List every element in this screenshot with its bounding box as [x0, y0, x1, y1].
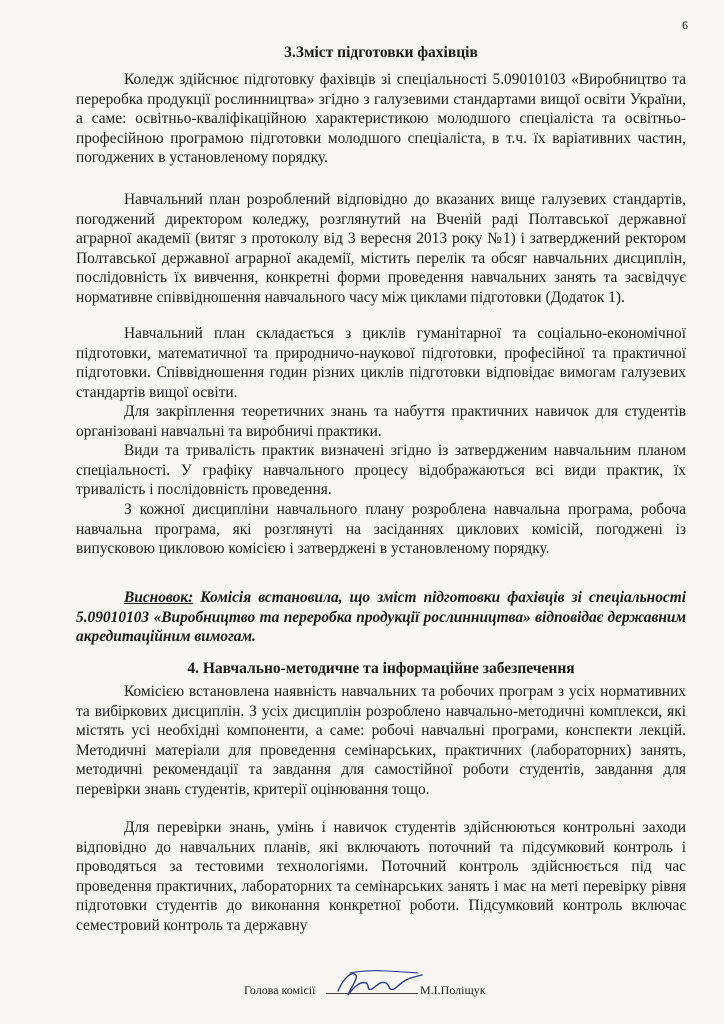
section-3-paragraph-6: З кожної дисципліни навчального плану розроблена навчальна програма, робоча навчальна програма, які розглянуті на засіданнях циклових комісій, погоджені із випусковою цикловою комісією і затверджені в установленому порядку. — [76, 501, 686, 558]
section-4-paragraph-1: Комісією встановлена наявність навчальних та робочих програм з усіх нормативних та вибіркових дисциплін. З усіх дисциплін розроблено навчально-методичні комплекси, які містять усі необхідні компоненти, а саме: робочі навчальні програми, конспекти лекцій. Методичні матеріали для проведення семінарських, практичних (лабораторних) занять, методичні рекомендації та завдання для самостійної роботи студентів, завдання для перевірки знань студентів, критерії оцінювання тощо. — [76, 683, 686, 798]
commission-head-label: Голова комісії — [244, 983, 316, 997]
section-3-paragraph-5: Види та тривалість практик визначені згідно із затвердженим навчальним планом спеціальності. У графіку навчального процесу відображаються всі види практик, їх тривалість і послідовність проведення. — [76, 442, 686, 499]
commission-head-name: М.І.Поліщук — [420, 983, 486, 997]
section-3-paragraph-1: Коледж здійснює підготовку фахівців зі спеціальності 5.09010103 «Виробництво та переробка продукції рослинництва» згідно з галузевими стандартами вищої освіти України, а саме: освітньо-кваліфікаційною характеристикою молодшого спеціаліста та освітньо-професійною програмою підготовки молодшого спеціаліста, в т.ч. їх варіативних частин, погоджених в установленому порядку. — [76, 71, 686, 167]
conclusion-text: Комісія встановила, що зміст підготовки фахівців зі спеціальності 5.09010103 «Виробництво та переробка продукції рослинництва» відповідає державним акредитаційним вимогам. — [76, 589, 686, 646]
section-3-paragraph-4: Для закріплення теоретичних знань та набуття практичних навичок для студентів організовані навчальні та виробничі практики. — [76, 403, 686, 440]
section-3-heading: 3.Зміст підготовки фахівців — [284, 44, 478, 61]
section-4-heading: 4. Навчально-методичне та інформаційне забезпечення — [187, 660, 575, 677]
section-3-paragraph-3: Навчальний план складається з циклів гуманітарної та соціально-економічної підготовки, математичної та природничо-наукової підготовки, професійної та практичної підготовки. Співвідношення годин різних циклів підготовки відповідає вимогам галузевих стандартів вищої освіти. — [76, 325, 686, 401]
conclusion-label: Висновок: — [124, 589, 194, 606]
handwritten-signature — [330, 967, 426, 1001]
page-number: 6 — [682, 18, 688, 32]
signature-block — [0, 981, 724, 1005]
section-3-conclusion — [76, 588, 686, 647]
section-3-paragraph-2: Навчальний план розроблений відповідно до вказаних вище галузевих стандартів, погоджений директором коледжу, розглянутий на Вченій раді Полтавської державної аграрної академії (витяг з протоколу від 3 вересня 2013 року №1) і затверджений ректором Полтавської державної аграрної академії, містить перелік та обсяг навчальних дисциплін, послідовність їх вивчення, конкретні форми проведення навчальних занять та засвідчує нормативне співвідношення навчального часу між циклами підготовки (Додаток 1). — [76, 191, 686, 306]
section-4-paragraph-2: Для перевірки знань, умінь і навичок студентів здійснюються контрольні заходи відповідно до навчальних планів, які включають поточний та підсумковий контроль і проводяться за тестовими технологіями. Поточний контроль здійснюється під час проведення практичних, лабораторних та семінарських занять і має на меті перевірку рівня підготовки студентів до виконання конкретної роботи. Підсумковий контроль включає семестровий контроль та державну — [76, 819, 686, 934]
